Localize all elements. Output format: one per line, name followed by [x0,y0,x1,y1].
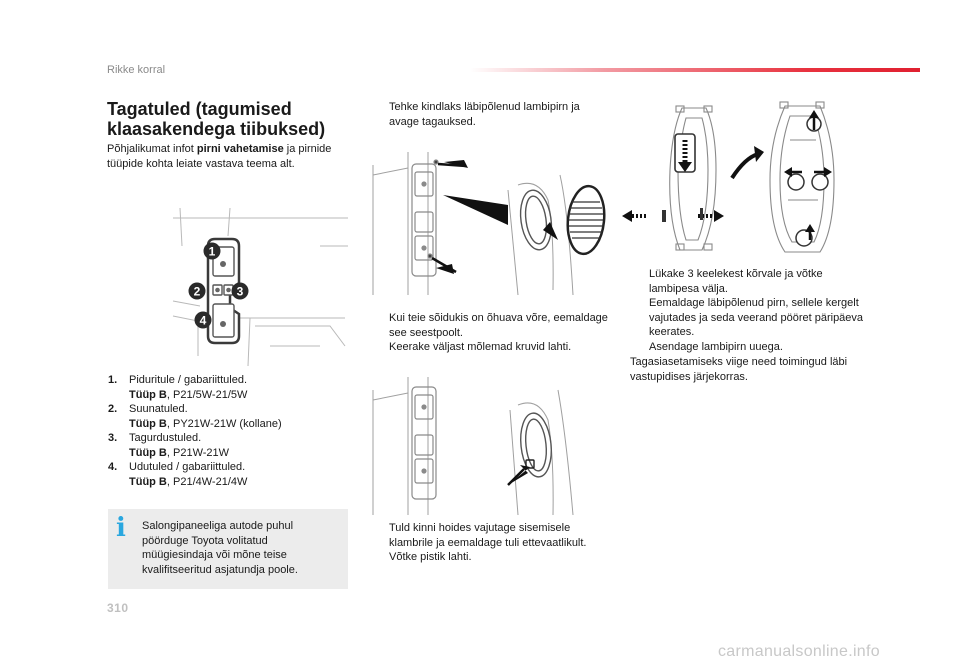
page-title: Tagatuled (tagumised klaasakendega tiibuksed) [107,99,326,139]
parts-list [108,373,358,489]
figure-grille-screws [368,150,610,300]
list-item: Keerake väljast mõlemad kruvid lahti. [389,341,572,353]
info-icon: i [116,513,126,543]
intro-paragraph: Põhjalikumat infot pirni vahetamise ja pirnide tüüpide kohta leiate vastava teema alt. [107,143,332,170]
svg-text:2: 2 [193,284,201,299]
running-head: Rikke korral [107,64,166,76]
header-rule [470,68,920,72]
svg-text:3: 3 [236,284,244,299]
list-item: 3. Tagurdustuled. Tüüp B, P21W-21W [108,432,230,459]
figure-tail-light-bulbs [170,206,350,371]
steps-remove-grille [370,311,610,355]
callout-1 [204,243,221,260]
list-item: Tuld kinni hoides vajutage sisemisele klambrile ja eemaldage tuli ettevaatlikult. [389,522,587,549]
info-box [108,509,348,589]
steps-open-doors [370,100,610,129]
watermark: carmanualsonline.info [718,643,880,660]
list-item: 4. Udutuled / gabariittuled. Tüüp B, P21/4W-21/4W [108,461,248,488]
figure-remove-lamp [368,375,610,520]
svg-text:4: 4 [199,313,207,328]
list-item: Kui teie sõidukis on õhuava võre, eemaldage see seestpoolt. [389,312,608,339]
list-item: 1. Piduritule / gabariittuled. Tüüp B, P21/5W-21/5W [108,374,248,401]
steps-replace-bulb [630,267,870,354]
page-number: 310 [107,601,129,615]
list-item: Eemaldage läbipõlenud pirn, sellele kergelt vajutades ja seda veerand pööret päripäeva keerates. [649,297,864,338]
intro-bold: pirni vahetamise [196,143,284,155]
callout-2 [189,283,206,300]
callout-4 [195,312,212,329]
list-item: Asendage lambipirn uuega. [649,340,783,353]
closing-note: Tagasiasetamiseks viige need toimingud läbi vastupidises järjekorras. [630,356,848,383]
info-text: Salongipaneeliga autode puhul pöörduge Toyota volitatud müügiesindaja või mõne teise kvalifitseeritud asjatundja poole. [142,520,298,576]
figure-lamp-holder [620,100,850,260]
list-item: 2. Suunatuled. Tüüp B, PY21W-21W (kollane) [108,403,282,430]
list-item: Lükake 3 keelekest kõrvale ja võtke lambipesa välja. [649,268,823,295]
steps-remove-lamp [370,521,610,565]
list-item: Tehke kindlaks läbipõlenud lambipirn ja avage tagauksed. [389,101,580,128]
svg-text:1: 1 [208,244,216,259]
callout-3 [232,283,249,300]
list-item: Võtke pistik lahti. [389,551,472,563]
